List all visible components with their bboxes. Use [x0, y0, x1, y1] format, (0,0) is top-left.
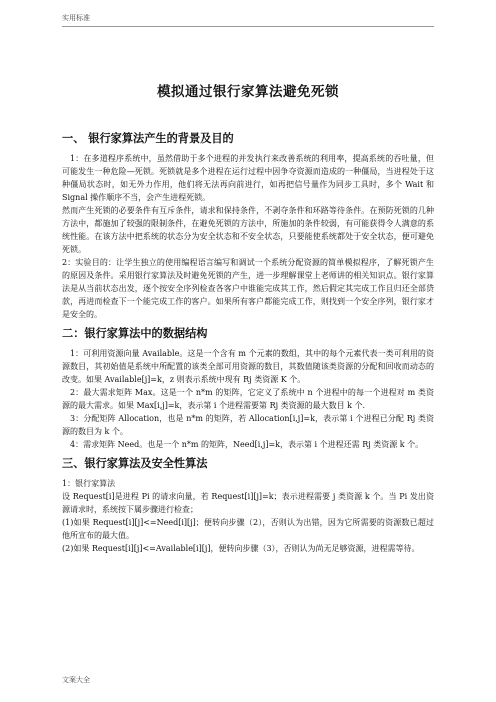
paragraph: 2：最大需求矩阵 Max。这是一个 n*m 的矩阵，它定义了系统中 n 个进程中的每一个进程对 m 类资源的最大需求。如果 Max[i,j]=k，表示第 i 个进程需要第 Rj 类资源的最大数目 k 个.	[62, 388, 434, 410]
paragraph: 4：需求矩阵 Need。也是一个 n*m 的矩阵，Need[i,j]=k，表示第 i 个进程还需 Rj 类资源 k 个。	[70, 440, 424, 449]
paragraph: (2)如果 Request[i][j]<=Available[i][j]，便转向步骤（3），否则认为尚无足够资源，进程需等待。	[62, 544, 420, 553]
paragraph: 然而产生死锁的必要条件有互斥条件，请求和保持条件，不剥夺条件和环路等待条件。在预防死锁的几种方法中，都施加了较强的限制条件，在避免死锁的方法中，所施加的条件较弱，有可能获得令人满意的系统性能。在该方法中把系统的状态分为安全状态和不安全状态，只要能使系统都处于安全状态，便可避免死锁。	[62, 206, 434, 254]
page-header-label: 实用标准	[62, 14, 90, 22]
document-body	[62, 80, 434, 555]
paragraph: 1：银行家算法	[62, 479, 116, 488]
paragraph: 设 Request[i]是进程 Pi 的请求向量，若 Request[i][j]=k；表示进程需要 j 类资源 k 个。当 Pi 发出资源请求时，系统按下属步骤进行检查；	[62, 492, 434, 514]
section-heading-1: 一、 银行家算法产生的背景及目的	[62, 132, 234, 145]
paragraph: (1)如果 Request[i][j]<=Need[i][j]；便转向步骤（2），否则认为出错，因为它所需要的资源数已超过他所宣布的最大值。	[62, 518, 434, 540]
page-footer-label: 文案大全	[62, 676, 90, 684]
paragraph: 1：可利用资源向量 Available。这是一个含有 m 个元素的数组，其中的每个元素代表一类可利用的资源数目，其初始值是系统中所配置的该类全部可用资源的数目，其数值随该类资源的分配和回收而动态的改变。如果 Available[j]=k，z 则表示系统中现有 Rj 类资源 K 个。	[62, 349, 434, 384]
paragraph: 2：实验目的：让学生独立的使用编程语言编写和调试一个系统分配资源的简单模拟程序，了解死锁产生的原因及条件。采用银行家算法及时避免死锁的产生，进一步理解课堂上老师讲的相关知识点。银行家算法是从当前状态出发，逐个按安全序列检查各客户中谁能完成其工作，然后假定其完成工作且归还全部贷款，再进而检查下一个能完成工作的客户。如果所有客户都能完成工作，则找到一个安全序列，银行家才是安全的。	[62, 258, 434, 319]
paragraph: 3：分配矩阵 Allocation，也是 n*m 的矩阵，若 Allocation[i,j]=k，表示第 i 个进程已分配 Rj 类资源的数目为 k 个。	[62, 414, 434, 436]
section-heading-2: 二：银行家算法中的数据结构	[62, 327, 208, 340]
header-rule	[62, 26, 434, 27]
paragraph: 1：在多道程序系统中，虽然借助于多个进程的并发执行来改善系统的利用率，提高系统的吞吐量，但可能发生一种危险—死锁。死锁就是多个进程在运行过程中因争夺资源而造成的一种僵局，当进程处于这种僵局状态时，如无外力作用，他们将无法再向前进行，如再把信号量作为同步工具时，多个 Wait 和 Signal 操作顺序不当，会产生进程死锁。	[62, 154, 434, 202]
document-title: 模拟通过银行家算法避免死锁	[157, 84, 339, 100]
section-heading-3: 三、银行家算法及安全性算法	[62, 457, 208, 470]
